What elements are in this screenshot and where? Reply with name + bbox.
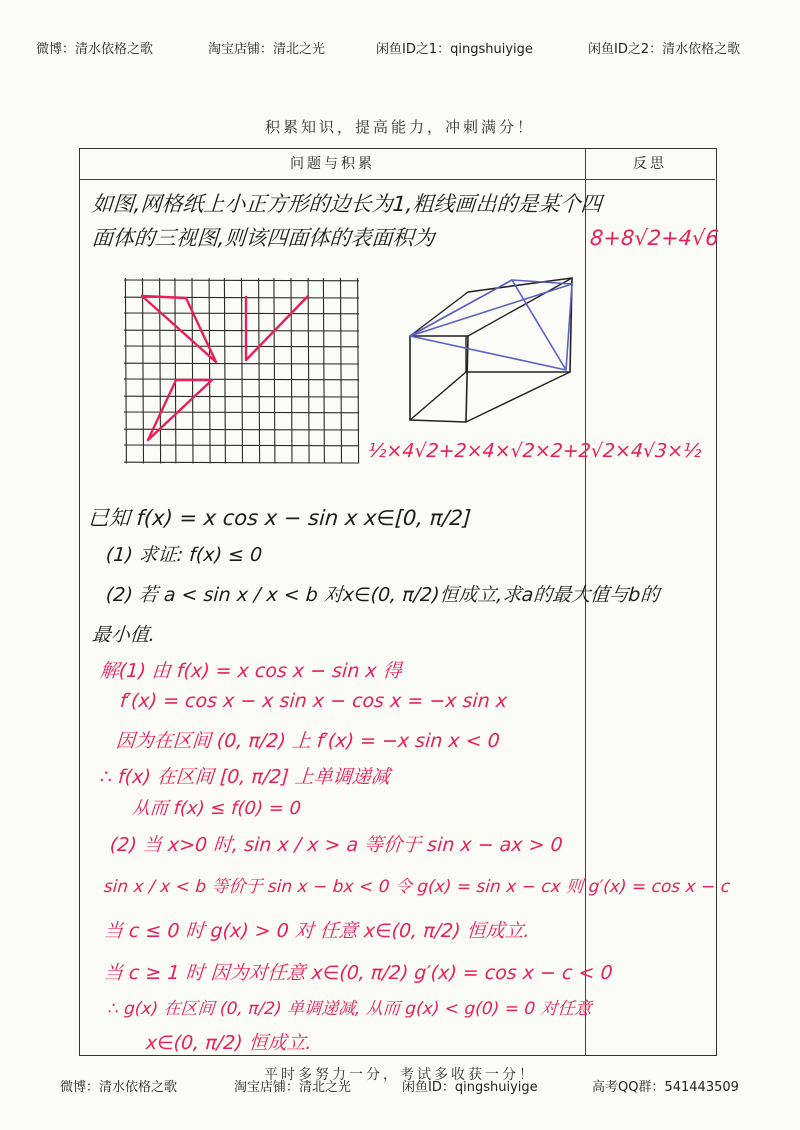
header-taobao: 淘宝店铺：清北之光	[208, 42, 326, 57]
problem1-line1: 如图,网格纸上小正方形的边长为1,粗线画出的是某个四	[91, 192, 603, 216]
cube-front-face	[410, 336, 468, 422]
problem1-answer: 8+8√2+4√6	[589, 226, 720, 250]
solution-line-3: 因为在区间 (0, π/2) 上 f′(x) = −x sin x < 0	[115, 730, 501, 752]
column-header-question: 问题与积累	[80, 149, 585, 180]
problem2-part1: (1) 求证: f(x) ≤ 0	[105, 544, 263, 566]
tetrahedron-edges	[410, 280, 572, 370]
solution-line-7: sin x / x < b 等价于 sin x − bx < 0 令 g(x) = sin x − cx 则 g′(x) = cos x − c	[103, 877, 731, 897]
problem1-work: ½×4√2+2×4×√2×2+2√2×4√3×½	[367, 440, 703, 462]
problem2-part2-line2: 最小值.	[91, 624, 156, 646]
header-weibo: 微博：清水依格之歌	[36, 42, 154, 57]
solution-line-6: (2) 当 x>0 时, sin x / x > a 等价于 sin x − ax > 0	[109, 834, 564, 856]
solution-line-9: 当 c ≥ 1 时 因为对任意 x∈(0, π/2) g′(x) = cos x − c < 0	[103, 962, 614, 984]
solution-line-10: ∴ g(x) 在区间 (0, π/2) 单调递减, 从而 g(x) < g(0) = 0 对任意	[107, 999, 593, 1019]
problem2-part2-line1: (2) 若 a < sin x / x < b 对x∈(0, π/2)恒成立,求a的最大值与b的	[105, 584, 661, 606]
solution-line-2: f′(x) = cos x − x sin x − cos x = −x sin x	[119, 690, 508, 712]
top-motto: 积累知识，提高能力，冲刺满分！	[264, 118, 535, 136]
column-header-reflection: 反思	[585, 149, 715, 180]
footer-taobao: 淘宝店铺：清北之光	[234, 1080, 352, 1095]
problem2-given: 已知 f(x) = x cos x − sin x x∈[0, π/2]	[87, 506, 472, 530]
header-xianyu-2: 闲鱼ID之2：清水依格之歌	[588, 42, 741, 57]
header-xianyu-1: 闲鱼ID之1：qingshuiyige	[376, 42, 533, 57]
solution-line-11: x∈(0, π/2) 恒成立.	[145, 1032, 313, 1054]
solution-line-1: 解(1) 由 f(x) = x cos x − sin x 得	[99, 660, 403, 682]
problem1-line2: 面体的三视图,则该四面体的表面积为	[91, 226, 436, 250]
solution-line-8: 当 c ≤ 0 时 g(x) > 0 对 任意 x∈(0, π/2) 恒成立.	[103, 920, 531, 942]
cube-edges	[410, 292, 570, 422]
solution-line-5: 从而 f(x) ≤ f(0) = 0	[131, 798, 302, 819]
bottom-motto: 平时多努力一分，考试多收获一分！	[264, 1067, 536, 1083]
cube-top-edges	[410, 278, 572, 336]
footer-weibo: 微博：清水依格之歌	[60, 1080, 178, 1095]
solution-line-4: ∴ f(x) 在区间 [0, π/2] 上单调递减	[99, 766, 391, 788]
footer-xianyu: 闲鱼ID：qingshuiyige	[402, 1080, 538, 1095]
footer-qq: 高考QQ群：541443509	[592, 1080, 739, 1095]
